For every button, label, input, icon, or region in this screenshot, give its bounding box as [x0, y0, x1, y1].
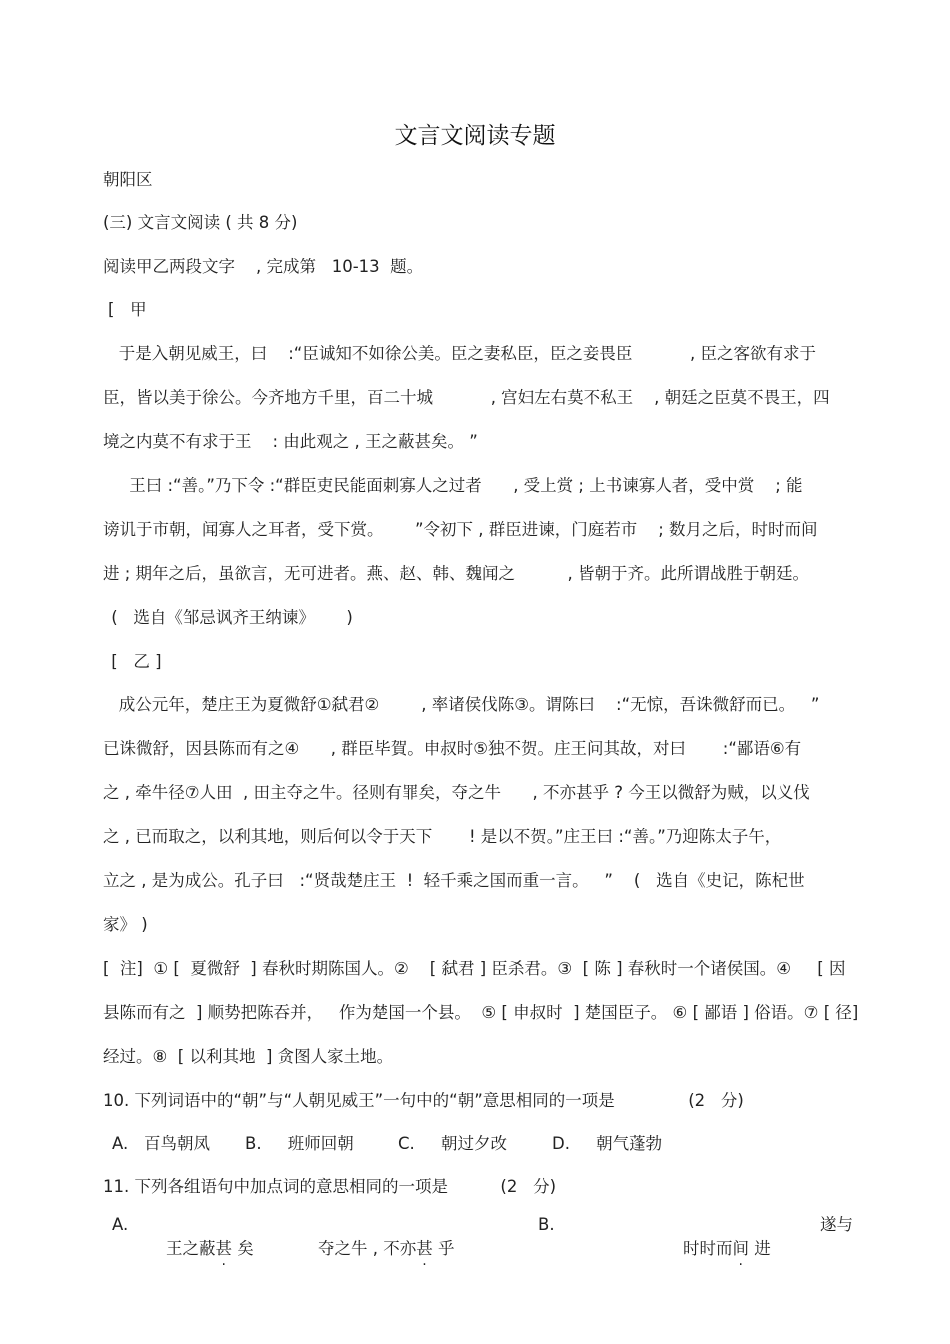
question-11-stem: 11. 下列各组语句中加点词的意思相同的一项是 (2 分): [103, 1177, 557, 1196]
page-title: 文言文阅读专题: [394, 123, 556, 149]
passage-jia-line: 境之内莫不有求于王 : 由此观之 , 王之蔽甚矣。 ”: [103, 432, 478, 451]
question-11-option-b-phrase-2: 遂与: [820, 1215, 853, 1234]
passage-jia-line: 于是入朝见威王，曰 :“臣诚知不如徐公美。臣之妻私臣，臣之妾畏臣 , 臣之客欲有求于: [103, 344, 817, 363]
section-heading: (三) 文言文阅读 ( 共 8 分): [103, 213, 298, 232]
question-10-option-b: B. 班师回朝: [245, 1134, 354, 1153]
passage-yi-label: [ 乙 ]: [106, 652, 162, 671]
notes-line: [ 注] ① [ 夏微舒 ] 春秋时期陈国人。② [ 弑君 ] 臣杀君。③ [ 陈 ] 春秋时一个诸侯国。④ [ 因: [103, 959, 846, 978]
passage-jia-source: ( 选自《邹忌讽齐王纳谏》 ): [106, 608, 353, 627]
passage-jia-line: 进 ; 期年之后，虽欲言，无可进者。燕、赵、韩、魏闻之 , 皆朝于齐。此所谓战胜于朝廷。: [103, 564, 809, 583]
passage-jia-line: 谤讥于市朝，闻寡人之耳者，受下赏。 ”令初下 , 群臣进谏，门庭若市 ; 数月之后，时时而间: [103, 520, 818, 539]
district-label: 朝阳区: [103, 170, 153, 189]
passage-jia-line: 臣，皆以美于徐公。今齐地方千里，百二十城 , 宫妇左右莫不私王 , 朝廷之臣莫不畏王，四: [103, 388, 830, 407]
notes-line: 县陈而有之 ] 顺势把陈吞并， 作为楚国一个县。 ⑤ [ 申叔时 ] 楚国臣子。 ⑥ [ 鄙语 ] 俗语。⑦ [ 径]: [103, 1003, 859, 1022]
question-11-option-a-phrase-2: [297, 1213, 467, 1285]
passage-yi-line: 之 , 已而取之，以利其地，则后何以令于天下 ! 是以不贺。”庄王曰 :“善。”乃迎陈太子午，: [103, 827, 782, 846]
phrase-text: 夺之牛 , 不亦: [317, 1239, 417, 1258]
dotted-word: 间: [732, 1239, 749, 1258]
passage-yi-line: 之 , 牵牛径⑦人田 , 田主夺之牛。径则有罪矣，夺之牛 , 不亦甚乎 ? 今王以微舒为贼，以义伐: [103, 783, 810, 802]
question-10-option-c: C. 朝过夕改: [398, 1134, 507, 1153]
instruction-text: 阅读甲乙两段文字 , 完成第 10-13 题。: [103, 257, 424, 276]
question-11-option-b-phrase-1: [662, 1213, 772, 1285]
passage-jia-line: 王曰 :“善。”乃下令 :“群臣吏民能面刺寡人之过者 , 受上赏 ; 上书谏寡人者，受中赏 ; 能: [103, 476, 803, 495]
phrase-text: 时时而: [682, 1239, 733, 1258]
passage-yi-line: 成公元年，楚庄王为夏微舒①弑君② , 率诸侯伐陈③。谓陈曰 :“无惊，吾诛微舒而已。 ”: [103, 695, 820, 714]
question-11-option-a-label: A.: [112, 1215, 129, 1234]
question-10-option-a: A. 百鸟朝凤: [112, 1134, 210, 1153]
phrase-text: 矣: [231, 1239, 254, 1258]
dotted-word: 甚: [416, 1239, 433, 1258]
question-11-option-b-label: B.: [538, 1215, 555, 1234]
passage-yi-line: 立之 , 是为成公。孔子曰 :“贤哉楚庄王 ! 轻千乘之国而重一言。 ” ( 选自《史记，陈杞世: [103, 871, 805, 890]
question-10-stem: 10. 下列词语中的“朝”与“人朝见威王”一句中的“朝”意思相同的一项是 (2 分): [103, 1091, 744, 1110]
phrase-text: 王之蔽: [165, 1239, 216, 1258]
passage-yi-line: 家》 ): [103, 915, 148, 934]
question-11-option-a-phrase-1: [145, 1213, 255, 1285]
phrase-text: 进: [748, 1239, 771, 1258]
passage-jia-label: [ 甲: [108, 300, 147, 319]
notes-line: 经过。⑧ [ 以利其地 ] 贪图人家土地。: [103, 1047, 394, 1066]
phrase-text: 乎: [432, 1239, 455, 1258]
question-10-option-d: D. 朝气蓬勃: [552, 1134, 663, 1153]
dotted-word: 甚: [215, 1239, 232, 1258]
passage-yi-line: 已诛微舒，因县陈而有之④ , 群臣毕賀。申叔时⑤独不贺。庄王问其故，对曰 :“鄙语⑥有: [103, 739, 802, 758]
